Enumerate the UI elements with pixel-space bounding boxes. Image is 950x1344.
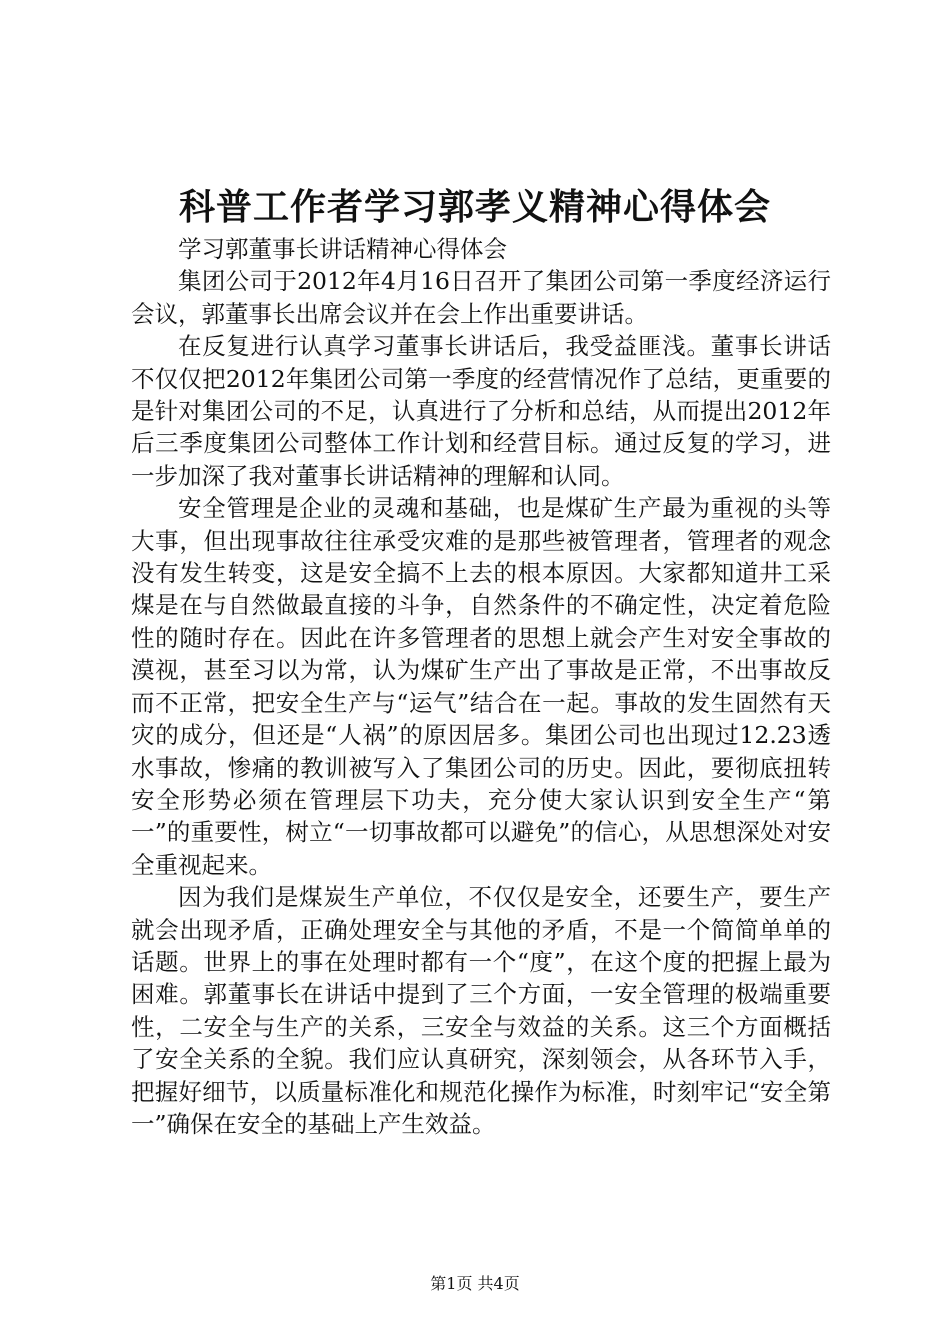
- paragraph: 因为我们是煤炭生产单位，不仅仅是安全，还要生产，要生产就会出现矛盾，正确处理安全与其他的矛盾，不是一个简简单单的话题。世界上的事在处理时都有一个“度”，在这个度的把握上最为困难。郭董事长在讲话中提到了三个方面，一安全管理的极端重要性，二安全与生产的关系，三安全与效益的关系。这三个方面概括了安全关系的全貌。我们应认真研究，深刻领会，从各环节入手，把握好细节，以质量标准化和规范化操作为标准，时刻牢记“安全第一”确保在安全的基础上产生效益。: [131, 883, 831, 1138]
- paragraph: 在反复进行认真学习董事长讲话后，我受益匪浅。董事长讲话不仅仅把2012年集团公司第一季度的经营情况作了总结，更重要的是针对集团公司的不足，认真进行了分析和总结，从而提出2012年后三季度集团公司整体工作计划和经营目标。通过反复的学习，进一步加深了我对董事长讲话精神的理解和认同。: [131, 332, 831, 490]
- document-body: [131, 233, 831, 1140]
- document-title: 科普工作者学习郭孝义精神心得体会: [178, 186, 771, 228]
- paragraph: 集团公司于2012年4月16日召开了集团公司第一季度经济运行会议，郭董事长出席会议并在会上作出重要讲话。: [131, 267, 831, 328]
- paragraph: 安全管理是企业的灵魂和基础，也是煤矿生产最为重视的头等大事，但出现事故往往承受灾难的是那些被管理者，管理者的观念没有发生转变，这是安全搞不上去的根本原因。大家都知道井工采煤是在与自然做最直接的斗争，自然条件的不确定性，决定着危险性的随时存在。因此在许多管理者的思想上就会产生对安全事故的漠视，甚至习以为常，认为煤矿生产出了事故是正常，不出事故反而不正常，把安全生产与“运气”结合在一起。事故的发生固然有天灾的成分，但还是“人祸”的原因居多。集团公司也出现过12.23透水事故，惨痛的教训被写入了集团公司的历史。因此，要彻底扭转安全形势必须在管理层下功夫，充分使大家认识到安全生产“第一”的重要性，树立“一切事故都可以避免”的信心，从思想深处对安全重视起来。: [131, 494, 831, 879]
- page-number-footer: 第1页 共4页: [430, 1274, 520, 1293]
- paragraph-subtitle: 学习郭董事长讲话精神心得体会: [178, 235, 507, 263]
